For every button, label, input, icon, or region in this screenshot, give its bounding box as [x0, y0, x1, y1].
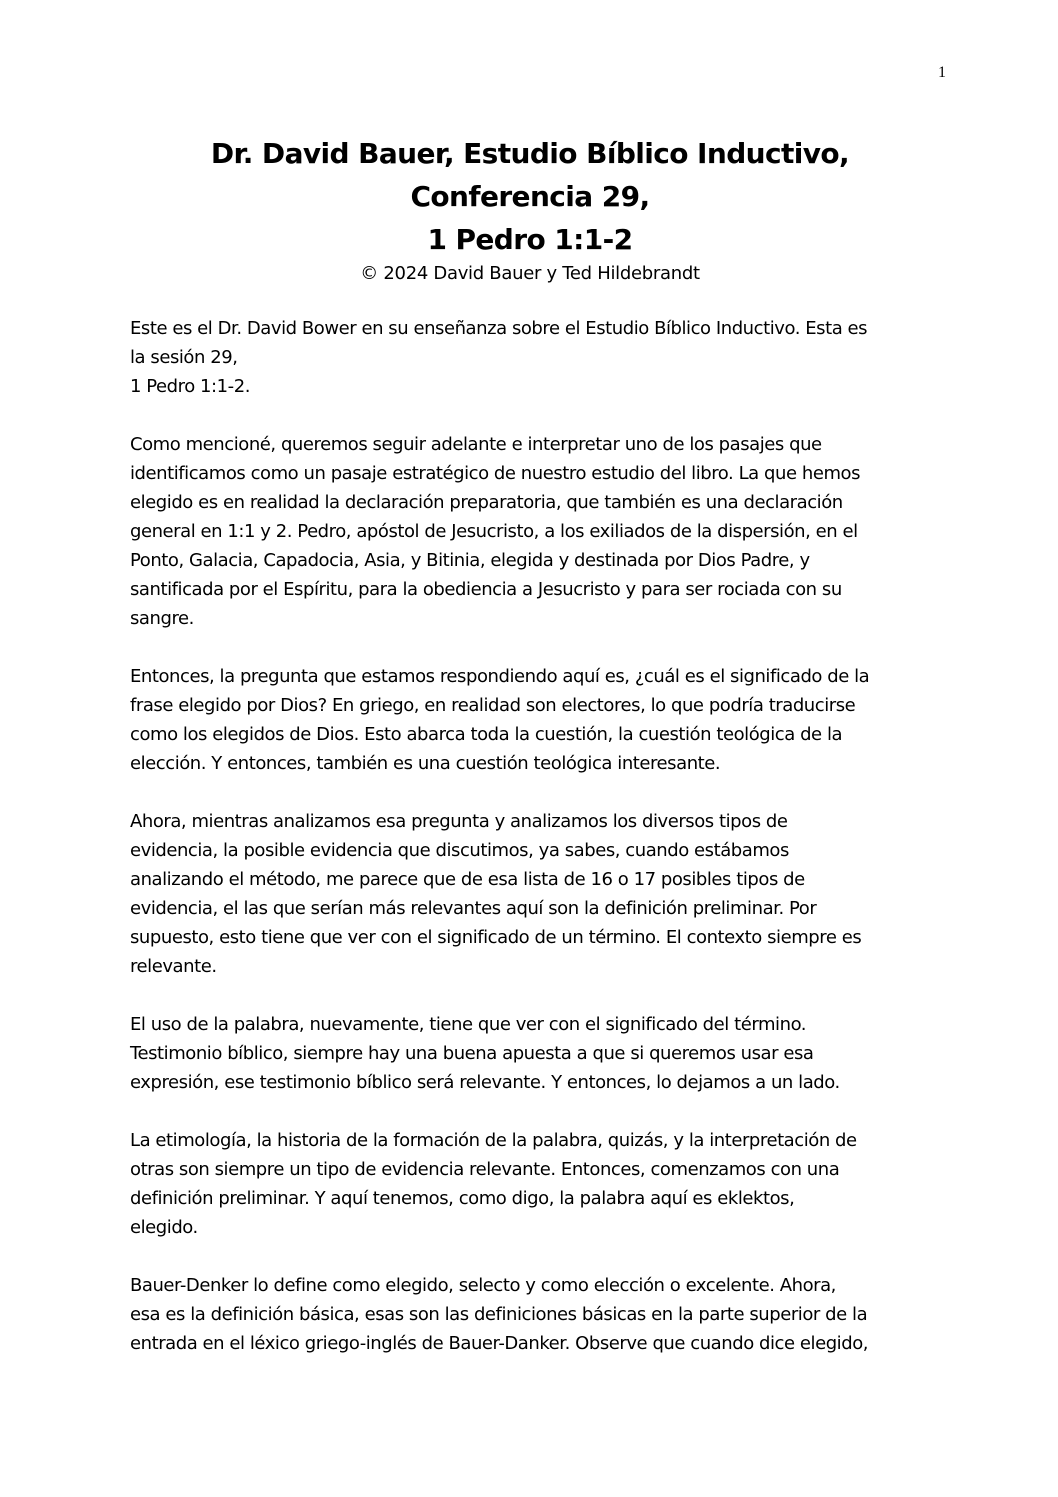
- paragraph-line: elegido.: [130, 1217, 198, 1238]
- paragraph-line: elegido es en realidad la declaración preparatoria, que también es una declaración: [130, 492, 843, 513]
- paragraph-line: Ahora, mientras analizamos esa pregunta y analizamos los diversos tipos de: [130, 811, 788, 832]
- paragraph-line: analizando el método, me parece que de esa lista de 16 o 17 posibles tipos de: [130, 869, 805, 890]
- paragraph: [130, 662, 940, 778]
- document-body: [130, 314, 940, 1387]
- paragraph: [130, 430, 940, 633]
- paragraph-line: identificamos como un pasaje estratégico de nuestro estudio del libro. La que hemos: [130, 463, 861, 484]
- document-header: [130, 132, 930, 287]
- copyright-notice: © 2024 David Bauer y Ted Hildebrandt: [360, 263, 700, 284]
- paragraph-line: 1 Pedro 1:1-2.: [130, 376, 250, 397]
- paragraph-line: Este es el Dr. David Bower en su enseñanza sobre el Estudio Bíblico Inductivo. Esta es: [130, 318, 868, 339]
- paragraph: [130, 1271, 940, 1358]
- paragraph-line: Testimonio bíblico, siempre hay una buena apuesta a que si queremos usar esa: [130, 1043, 814, 1064]
- paragraph: [130, 1010, 940, 1097]
- paragraph-line: general en 1:1 y 2. Pedro, apóstol de Jesucristo, a los exiliados de la dispersión, en el: [130, 521, 858, 542]
- paragraph-line: evidencia, el las que serían más relevantes aquí son la definición preliminar. Por: [130, 898, 817, 919]
- paragraph-line: santificada por el Espíritu, para la obediencia a Jesucristo y para ser rociada con su: [130, 579, 842, 600]
- paragraph-line: Bauer-Denker lo define como elegido, selecto y como elección o excelente. Ahora,: [130, 1275, 836, 1296]
- document-title-line-2: Conferencia 29,: [410, 180, 650, 213]
- paragraph: [130, 1126, 940, 1242]
- document-title-line-3: 1 Pedro 1:1-2: [427, 223, 633, 256]
- paragraph-line: entrada en el léxico griego-inglés de Bauer-Danker. Observe que cuando dice elegido,: [130, 1333, 869, 1354]
- paragraph-line: otras son siempre un tipo de evidencia relevante. Entonces, comenzamos con una: [130, 1159, 840, 1180]
- page-number: 1: [938, 64, 946, 81]
- paragraph-line: como los elegidos de Dios. Esto abarca toda la cuestión, la cuestión teológica de la: [130, 724, 843, 745]
- paragraph-line: relevante.: [130, 956, 217, 977]
- paragraph-line: esa es la definición básica, esas son las definiciones básicas en la parte superior de la: [130, 1304, 868, 1325]
- paragraph-line: La etimología, la historia de la formación de la palabra, quizás, y la interpretación de: [130, 1130, 857, 1151]
- document-title-line-1: Dr. David Bauer, Estudio Bíblico Inductivo,: [210, 137, 850, 170]
- paragraph-line: definición preliminar. Y aquí tenemos, como digo, la palabra aquí es eklektos,: [130, 1188, 795, 1209]
- paragraph-line: la sesión 29,: [130, 347, 238, 368]
- paragraph-line: Entonces, la pregunta que estamos respondiendo aquí es, ¿cuál es el significado de la: [130, 666, 870, 687]
- paragraph-line: evidencia, la posible evidencia que discutimos, ya sabes, cuando estábamos: [130, 840, 789, 861]
- paragraph-line: supuesto, esto tiene que ver con el significado de un término. El contexto siempre es: [130, 927, 862, 948]
- paragraph-line: sangre.: [130, 608, 194, 629]
- paragraph-line: El uso de la palabra, nuevamente, tiene que ver con el significado del término.: [130, 1014, 807, 1035]
- paragraph-line: expresión, ese testimonio bíblico será relevante. Y entonces, lo dejamos a un lado.: [130, 1072, 840, 1093]
- paragraph: [130, 314, 940, 401]
- paragraph-line: Como mencioné, queremos seguir adelante e interpretar uno de los pasajes que: [130, 434, 822, 455]
- paragraph-line: Ponto, Galacia, Capadocia, Asia, y Bitinia, elegida y destinada por Dios Padre, y: [130, 550, 810, 571]
- paragraph-line: elección. Y entonces, también es una cuestión teológica interesante.: [130, 753, 721, 774]
- paragraph-line: frase elegido por Dios? En griego, en realidad son electores, lo que podría traducirse: [130, 695, 856, 716]
- paragraph: [130, 807, 940, 981]
